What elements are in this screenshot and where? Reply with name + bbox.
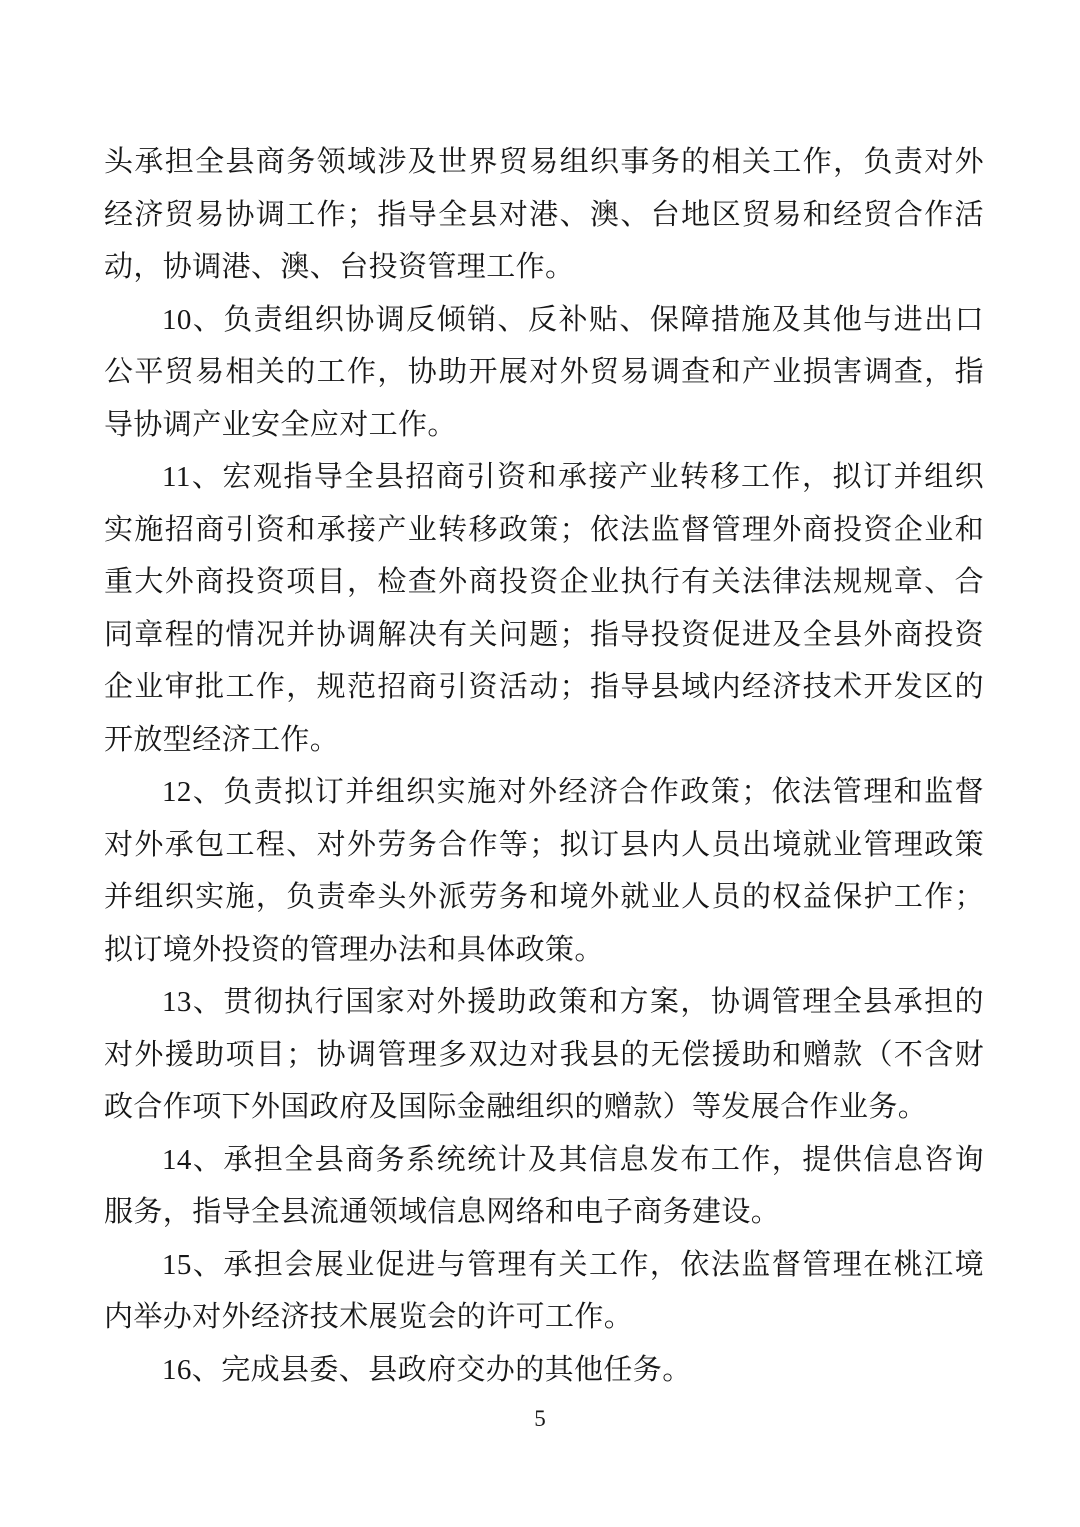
page-number: 5: [534, 1406, 546, 1431]
document-text-block: [104, 136, 984, 1396]
paragraph-item-14: 14、承担全县商务系统统计及其信息发布工作，提供信息咨询服务，指导全县流通领域信息网络和电子商务建设。: [104, 1143, 984, 1228]
paragraph-item-12: 12、负责拟订并组织实施对外经济合作政策；依法管理和监督对外承包工程、对外劳务合作等；拟订县内人员出境就业管理政策并组织实施，负责牵头外派劳务和境外就业人员的权益保护工作；拟订境外投资的管理办法和具体政策。: [104, 776, 984, 966]
page-footer: [0, 1406, 1080, 1432]
paragraph-item-10: 10、负责组织协调反倾销、反补贴、保障措施及其他与进出口公平贸易相关的工作，协助开展对外贸易调查和产业损害调查，指导协调产业安全应对工作。: [104, 303, 984, 441]
paragraph-item-11: 11、宏观指导全县招商引资和承接产业转移工作，拟订并组织实施招商引资和承接产业转移政策；依法监督管理外商投资企业和重大外商投资项目，检查外商投资企业执行有关法律法规规章、合同章程的情况并协调解决有关问题；指导投资促进及全县外商投资企业审批工作，规范招商引资活动；指导县域内经济技术开发区的开放型经济工作。: [104, 461, 984, 756]
paragraph-item-13: 13、贯彻执行国家对外援助政策和方案，协调管理全县承担的对外援助项目；协调管理多双边对我县的无偿援助和赠款（不含财政合作项下外国政府及国际金融组织的赠款）等发展合作业务。: [104, 986, 984, 1123]
paragraph-item-16: 16、完成县委、县政府交办的其他任务。: [162, 1353, 692, 1386]
paragraph-item-15: 15、承担会展业促进与管理有关工作，依法监督管理在桃江境内举办对外经济技术展览会的许可工作。: [104, 1248, 984, 1333]
paragraph-continuation: 头承担全县商务领域涉及世界贸易组织事务的相关工作，负责对外经济贸易协调工作；指导全县对港、澳、台地区贸易和经贸合作活动，协调港、澳、台投资管理工作。: [104, 146, 984, 283]
